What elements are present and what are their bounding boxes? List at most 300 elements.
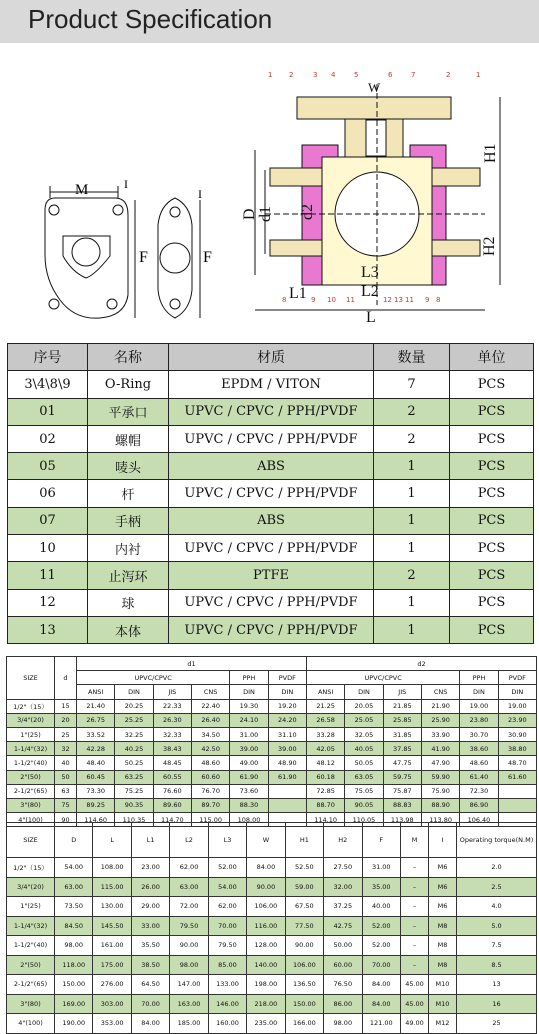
table-cell: 33.90 [421, 727, 459, 741]
table-cell: 89.70 [191, 798, 229, 812]
table-cell: 32.00 [324, 877, 362, 897]
table-cell: 48.70 [498, 756, 536, 770]
table-cell: 49.00 [401, 1014, 429, 1034]
table-cell: 1 [374, 453, 450, 480]
table-cell: 31.00 [230, 727, 268, 741]
table-cell: 19.20 [268, 699, 306, 713]
table-row [8, 480, 534, 507]
table-cell: 47.75 [383, 756, 421, 770]
table-cell: UPVC / CPVC / PPH/PVDF [169, 425, 374, 452]
table-cell: 136.50 [285, 975, 323, 995]
table-cell: 05 [8, 453, 88, 480]
callout: 9 [311, 296, 316, 304]
table-cell: 止泻环 [88, 562, 169, 589]
table-cell: M [401, 823, 429, 858]
table-cell: 02 [8, 425, 88, 452]
table-cell: 52.00 [362, 936, 401, 956]
table-cell: F [362, 823, 401, 858]
table-cell: 39.00 [230, 742, 268, 756]
table-cell: 01 [8, 398, 88, 425]
table-cell: 2 [374, 562, 450, 589]
table-cell: 63.00 [55, 877, 93, 897]
table-cell: – [401, 858, 429, 878]
table-cell: 24.10 [230, 713, 268, 727]
table-cell: 32.33 [153, 727, 191, 741]
table-cell: 190.00 [55, 1014, 93, 1034]
table-cell: 42.05 [306, 742, 344, 756]
table-cell: 88.70 [306, 798, 344, 812]
table-cell: 98.00 [324, 1014, 362, 1034]
table-cell: 63.25 [115, 770, 153, 784]
table-cell: 76.50 [324, 975, 362, 995]
table-row [8, 371, 534, 398]
page-title: Product Specification [28, 4, 273, 34]
table-cell: 70.00 [208, 916, 246, 936]
table-cell: 1-1/2"(40) [7, 936, 55, 956]
table-cell: 40.25 [115, 742, 153, 756]
table-cell: 40 [55, 756, 77, 770]
table-cell: 116.00 [247, 916, 285, 936]
table-cell: 22.40 [191, 699, 229, 713]
table-cell: – [401, 916, 429, 936]
table-cell: 60.00 [324, 955, 362, 975]
table-cell: 118.00 [55, 955, 93, 975]
table-cell: 2"(50) [7, 770, 55, 784]
table-cell: CNS [191, 685, 229, 699]
table-cell: 88.30 [230, 798, 268, 812]
table-cell: 61.40 [460, 770, 498, 784]
table-cell: 33.00 [131, 916, 169, 936]
table-cell: PCS [450, 616, 534, 643]
table-cell: PCS [450, 507, 534, 534]
table-row [7, 756, 537, 770]
table-cell: SIZE [7, 823, 55, 858]
table-cell: 72.85 [306, 784, 344, 798]
table-cell: 63 [55, 784, 77, 798]
table-header-row [7, 823, 537, 858]
table-header-row [7, 657, 537, 671]
table-cell: 26.58 [306, 713, 344, 727]
table-cell: – [401, 955, 429, 975]
table-cell: 90 [55, 813, 77, 827]
table-cell: 76.70 [191, 784, 229, 798]
table-cell: 10 [8, 535, 88, 562]
table-cell: UPVC / CPVC / PPH/PVDF [169, 616, 374, 643]
header-cell: UPVC/CPVC [306, 671, 459, 685]
table-row [8, 425, 534, 452]
table-cell: 114.70 [153, 813, 191, 827]
label-d2: d2 [299, 204, 316, 220]
table-cell: 113.98 [383, 813, 421, 827]
table-cell: 90.05 [345, 798, 383, 812]
label-H1: H1 [482, 143, 499, 163]
table-cell: 8.5 [457, 955, 537, 975]
table-cell [498, 798, 536, 812]
table-cell: 42.28 [77, 742, 115, 756]
table-cell: 52.00 [362, 916, 401, 936]
table-cell: 19.00 [460, 699, 498, 713]
table-cell: M10 [429, 994, 457, 1014]
table-cell: 84.00 [362, 975, 401, 995]
table-cell: – [401, 877, 429, 897]
label-M: M [75, 182, 89, 198]
table-cell: 3\4\8\9 [8, 371, 88, 398]
table-cell: 1 [374, 535, 450, 562]
table-cell: 19.00 [498, 699, 536, 713]
table-cell: 2-1/2"(65) [7, 784, 55, 798]
table-cell: 90.00 [285, 936, 323, 956]
table-cell: 115.00 [93, 877, 131, 897]
table-cell: H2 [324, 823, 362, 858]
label-L2: L2 [361, 283, 379, 300]
table-row [7, 955, 537, 975]
table-cell: 113.80 [421, 813, 459, 827]
table-cell: 48.90 [268, 756, 306, 770]
table-cell: 11 [8, 562, 88, 589]
table-cell: 2.5 [457, 877, 537, 897]
table-cell: 25 [457, 1014, 537, 1034]
table-cell: 86.90 [460, 798, 498, 812]
table-cell: 42.50 [191, 742, 229, 756]
table-cell: 130.00 [93, 897, 131, 917]
table-cell: 106.00 [247, 897, 285, 917]
table-cell: UPVC / CPVC / PPH/PVDF [169, 480, 374, 507]
table-cell: DIN [115, 685, 153, 699]
label-I-right: I [198, 187, 202, 201]
table-cell: 1/2"（15） [7, 858, 55, 878]
table-cell: 38.80 [498, 742, 536, 756]
header-cell: d1 [77, 657, 307, 671]
page-header [0, 0, 539, 43]
table-cell: 110.35 [115, 813, 153, 827]
callout: 6 [388, 71, 393, 79]
header-cell: UPVC/CPVC [77, 671, 230, 685]
table-cell: 39.00 [268, 742, 306, 756]
table-cell: 75.87 [383, 784, 421, 798]
table-cell: 3/4"(20) [7, 877, 55, 897]
table-cell: 7 [374, 371, 450, 398]
table-cell: 25 [55, 727, 77, 741]
table-row [8, 535, 534, 562]
table-cell: M8 [429, 936, 457, 956]
table-cell: 84.00 [131, 1014, 169, 1034]
table-cell: 25.25 [115, 713, 153, 727]
table-cell: DIN [268, 685, 306, 699]
table-cell: 26.40 [191, 713, 229, 727]
table-cell: 75.90 [421, 784, 459, 798]
table-cell: 79.50 [208, 936, 246, 956]
callout: 8 [436, 296, 441, 304]
table-cell: 62.00 [170, 858, 208, 878]
table-cell: 169.00 [55, 994, 93, 1014]
callout: 11 [405, 296, 414, 304]
table-cell: 25.90 [421, 713, 459, 727]
table-cell: 128.00 [247, 936, 285, 956]
table-cell: 32 [55, 742, 77, 756]
table-cell: 27.50 [324, 858, 362, 878]
table-cell: 1-1/4"(32) [7, 916, 55, 936]
header-cell: PVDF [498, 671, 536, 685]
table-cell: EPDM / VITON [169, 371, 374, 398]
table-cell: 60.60 [191, 770, 229, 784]
table-cell [268, 784, 306, 798]
table-cell: 34.50 [191, 727, 229, 741]
table-cell: 20 [55, 713, 77, 727]
table-cell: H1 [285, 823, 323, 858]
callout: 7 [411, 71, 416, 79]
table-cell: 147.00 [170, 975, 208, 995]
table-row [7, 1014, 537, 1034]
table-cell: DIN [230, 685, 268, 699]
table-cell: 4.0 [457, 897, 537, 917]
table-cell [498, 784, 536, 798]
header-cell: 数量 [374, 344, 450, 371]
table-cell: 7.5 [457, 936, 537, 956]
table-cell: 23.90 [498, 713, 536, 727]
table-cell: UPVC / CPVC / PPH/PVDF [169, 398, 374, 425]
table-cell: 29.00 [131, 897, 169, 917]
table-cell: 38.60 [460, 742, 498, 756]
table-cell: 90.00 [247, 877, 285, 897]
table-cell: 25.85 [383, 713, 421, 727]
table-cell: 1"(25) [7, 727, 55, 741]
label-I-left: I [124, 177, 128, 191]
table-cell: 150.00 [285, 994, 323, 1014]
table-cell: 45.00 [401, 975, 429, 995]
flange-side-view [158, 198, 200, 318]
table-cell: 07 [8, 507, 88, 534]
table-row [8, 562, 534, 589]
callout: 11 [346, 296, 355, 304]
table-cell: 41.90 [421, 742, 459, 756]
table-cell: 38.50 [131, 955, 169, 975]
table-cell: 45.00 [401, 994, 429, 1014]
table-cell: I [429, 823, 457, 858]
table-cell: ANSI [77, 685, 115, 699]
table-cell: ABS [169, 507, 374, 534]
table-cell: M12 [429, 1014, 457, 1034]
table-cell: 4"(100) [7, 1014, 55, 1034]
table-cell: M8 [429, 916, 457, 936]
table-cell: 21.90 [421, 699, 459, 713]
table-row [7, 994, 537, 1014]
label-W: W [368, 80, 381, 95]
table-cell: UPVC / CPVC / PPH/PVDF [169, 589, 374, 616]
table-cell: 3"(80) [7, 994, 55, 1014]
flange-front-view [45, 186, 135, 318]
parts-header-row [8, 344, 534, 371]
table-cell: 75.05 [345, 784, 383, 798]
table-cell: 276.00 [93, 975, 131, 995]
table-cell: 16 [457, 994, 537, 1014]
table-cell: 59.00 [285, 877, 323, 897]
parts-table [7, 343, 534, 644]
table-cell: 60.18 [306, 770, 344, 784]
table-cell: 20.05 [345, 699, 383, 713]
table-cell: 77.50 [285, 916, 323, 936]
table-cell: 1 [374, 589, 450, 616]
table-cell: 61.90 [230, 770, 268, 784]
table-cell: 86.00 [324, 994, 362, 1014]
table-cell: 140.00 [247, 955, 285, 975]
table-cell: 303.00 [93, 994, 131, 1014]
table-cell: 25.05 [345, 713, 383, 727]
table-cell: 63.05 [345, 770, 383, 784]
table-cell: 150.00 [55, 975, 93, 995]
table-cell: 2-1/2"(65) [7, 975, 55, 995]
table-cell: PCS [450, 371, 534, 398]
table-cell: 4"(100) [7, 813, 55, 827]
table-cell: 33.52 [77, 727, 115, 741]
table-row [7, 727, 537, 741]
table-cell: 42.75 [324, 916, 362, 936]
table-cell: 47.90 [421, 756, 459, 770]
diameter-table [6, 656, 537, 827]
table-cell: DIN [498, 685, 536, 699]
table-cell: 21.25 [306, 699, 344, 713]
table-cell: 85.00 [208, 955, 246, 975]
table-row [7, 858, 537, 878]
callout: 13 [394, 296, 403, 304]
table-cell: 75.25 [115, 784, 153, 798]
label-d1: d1 [257, 206, 274, 222]
header-cell: 单位 [450, 344, 534, 371]
label-H2: H2 [481, 236, 498, 256]
table-cell: 38.43 [153, 742, 191, 756]
table-cell: 84.50 [55, 916, 93, 936]
table-cell: 175.00 [93, 955, 131, 975]
table-cell: 73.30 [77, 784, 115, 798]
table-row [7, 916, 537, 936]
table-cell: 31.85 [383, 727, 421, 741]
table-cell: 13 [8, 616, 88, 643]
table-cell: 98.00 [170, 955, 208, 975]
table-cell: 1-1/4"(32) [7, 742, 55, 756]
table-cell: – [401, 897, 429, 917]
table-cell: 146.00 [208, 994, 246, 1014]
table-row [7, 877, 537, 897]
table-row [7, 798, 537, 812]
table-cell: PCS [450, 425, 534, 452]
table-cell: W [247, 823, 285, 858]
callout: 9 [425, 296, 430, 304]
table-cell: 23.00 [131, 858, 169, 878]
table-header-row [7, 671, 537, 685]
table-cell: 1 [374, 507, 450, 534]
table-cell: ANSI [306, 685, 344, 699]
table-cell: 2 [374, 398, 450, 425]
table-cell: 235.00 [247, 1014, 285, 1034]
table-cell: L3 [208, 823, 246, 858]
callout: 10 [327, 296, 336, 304]
header-cell: PPH [230, 671, 268, 685]
header-cell: 序号 [8, 344, 88, 371]
table-cell: 76.60 [153, 784, 191, 798]
header-cell: PPH [460, 671, 498, 685]
table-cell: 40.00 [362, 897, 401, 917]
table-cell: 49.00 [230, 756, 268, 770]
table-cell: JIS [153, 685, 191, 699]
table-cell: 48.12 [306, 756, 344, 770]
table-cell: 52.00 [208, 858, 246, 878]
table-cell: 114.10 [306, 813, 344, 827]
table-cell: 161.00 [93, 936, 131, 956]
table-cell: CNS [421, 685, 459, 699]
table-row [8, 398, 534, 425]
table-cell: 59.90 [421, 770, 459, 784]
table-cell: 108.00 [93, 858, 131, 878]
table-cell: 内衬 [88, 535, 169, 562]
table-row [7, 897, 537, 917]
callout: 3 [313, 71, 318, 79]
table-cell: M6 [429, 877, 457, 897]
header-cell: d2 [306, 657, 536, 671]
table-cell: 1 [374, 616, 450, 643]
table-cell: 30.90 [498, 727, 536, 741]
table-cell: 54.00 [208, 877, 246, 897]
table-cell: 73.60 [230, 784, 268, 798]
table-cell: 26.30 [153, 713, 191, 727]
table-cell: 84.00 [247, 858, 285, 878]
table-cell: 63.00 [170, 877, 208, 897]
table-cell: 1-1/2"(40) [7, 756, 55, 770]
table-cell: PCS [450, 453, 534, 480]
table-row [8, 453, 534, 480]
table-cell: PCS [450, 480, 534, 507]
table-cell: 3"(80) [7, 798, 55, 812]
table-cell: M10 [429, 975, 457, 995]
table-cell: L [93, 823, 131, 858]
table-cell: D [55, 823, 93, 858]
table-cell: 106.40 [460, 813, 498, 827]
table-cell: UPVC / CPVC / PPH/PVDF [169, 535, 374, 562]
table-cell: PCS [450, 562, 534, 589]
table-cell: 121.00 [362, 1014, 401, 1034]
table-cell: 61.60 [498, 770, 536, 784]
table-cell: M8 [429, 955, 457, 975]
table-cell: 33.28 [306, 727, 344, 741]
table-cell: 52.50 [285, 858, 323, 878]
table-cell: L2 [170, 823, 208, 858]
table-cell: 48.45 [153, 756, 191, 770]
callout: 5 [354, 71, 359, 79]
callout: 1 [476, 71, 481, 79]
table-cell: M6 [429, 897, 457, 917]
table-cell: M6 [429, 858, 457, 878]
table-cell: 353.00 [93, 1014, 131, 1034]
table-cell: JIS [383, 685, 421, 699]
table-cell: 50.25 [115, 756, 153, 770]
table-cell: 50.05 [345, 756, 383, 770]
table-cell: 19.30 [230, 699, 268, 713]
label-D: D [241, 208, 258, 220]
label-F-right: F [203, 249, 212, 266]
table-cell: 1 [374, 480, 450, 507]
callout: 1 [268, 71, 273, 79]
table-cell: 89.60 [153, 798, 191, 812]
table-cell: 160.00 [208, 1014, 246, 1034]
table-cell: ABS [169, 453, 374, 480]
table-cell: 89.25 [77, 798, 115, 812]
table-cell: 60.45 [77, 770, 115, 784]
table-cell: 40.05 [345, 742, 383, 756]
callout: 2 [289, 71, 294, 79]
table-cell: 32.05 [345, 727, 383, 741]
table-cell: 37.85 [383, 742, 421, 756]
table-cell: 115.00 [191, 813, 229, 827]
table-cell: 2 [374, 425, 450, 452]
table-row [8, 616, 534, 643]
